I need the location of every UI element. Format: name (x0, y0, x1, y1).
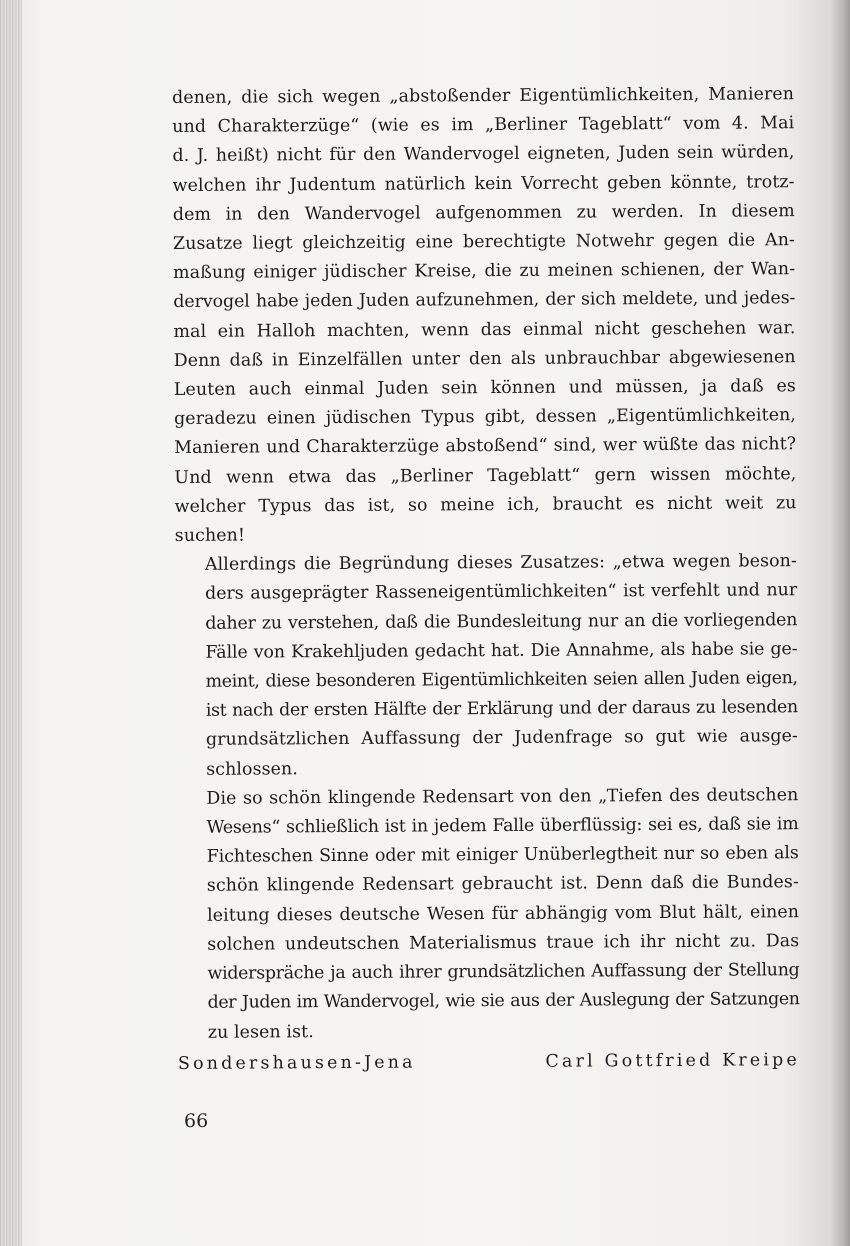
signature-line (178, 1046, 800, 1079)
text-line: meint, diese besonderen Eigentümlichkeiten seien allen Juden eigen, (205, 668, 798, 692)
text-line: widerspräche ja auch ihrer grundsätzlichen Auffassung der Stellung (207, 960, 800, 984)
text-line: Fichteschen Sinne oder mit einiger Unüberlegtheit nur so eben als (206, 843, 799, 868)
page-shadow-edge (830, 0, 850, 1246)
text-line: Die so schön klingende Redensart von den „Tiefen des deutschen (206, 785, 799, 809)
paragraph-3 (176, 781, 800, 1048)
text-line: mal ein Halloh machten, wenn das einmal nicht geschehen war. (173, 317, 796, 342)
text-line: grundsätzlichen Auffassung der Judenfrage so gut wie ausge- (205, 726, 799, 751)
text-line: Allerdings die Begründung dieses Zusatzes: „etwa wegen beson- (204, 551, 797, 576)
text-line: Fälle von Krakehljuden gedacht hat. Die Annahme, als habe sie ge- (205, 639, 798, 663)
text-line: welchen ihr Judentum natürlich kein Vorrecht geben könnte, trotz- (172, 171, 795, 196)
text-line: Und wenn etwa das „Berliner Tageblatt“ gern wissen möchte, (174, 463, 797, 488)
text-line: leitung dieses deutsche Wesen für abhängig vom Blut hält, einen (207, 901, 800, 926)
text-line: maßung einiger jüdischer Kreise, die zu meinen schienen, der Wan- (173, 259, 796, 284)
text-line: schlossen. (206, 758, 299, 780)
text-line: zu lesen ist. (207, 1021, 314, 1043)
text-line: Zusatze liegt gleichzeitig eine berechtigte Notwehr gegen die An- (172, 230, 796, 255)
text-line: Manieren und Charakterzüge abstoßend“ sind, wer wüßte das nicht? (174, 434, 797, 459)
page-stack-edge (0, 0, 22, 1246)
text-line: dervogel habe jeden Juden aufzunehmen, der sich meldete, und jedes- (173, 288, 796, 313)
text-line: Leuten auch einmal Juden sein können und müssen, ja daß es (173, 376, 796, 401)
signature-place: Sondershausen-Jena (177, 1052, 416, 1074)
text-line: ist nach der ersten Hälfte der Erklärung und der daraus zu lesenden (205, 697, 798, 722)
text-line: denen, die sich wegen „abstoßender Eigentümlichkeiten, Manieren (172, 84, 795, 108)
text-line: d. J. heißt) nicht für den Wandervogel eigneten, Juden sein würden, (172, 142, 795, 167)
text-line: schön klingende Redensart gebraucht ist. Denn daß die Bundes- (206, 872, 799, 897)
text-line: der Juden im Wandervogel, wie sie aus der Auslegung der Satzungen (207, 989, 800, 1014)
text-line: und Charakterzüge“ (wie es im „Berliner Tageblatt“ vom 4. Mai (172, 113, 795, 138)
text-line: welcher Typus das ist, so meine ich, braucht es nicht weit zu (174, 493, 797, 517)
text-line: daher zu verstehen, daß die Bundesleitung nur an die vorliegenden (205, 609, 798, 634)
signature-author: Carl Gottfried Kreipe (545, 1049, 801, 1072)
paragraph-2 (175, 547, 798, 784)
text-line: Wesens“ schließlich ist in jedem Falle überflüssig: sei es, daß sie im (206, 814, 799, 838)
text-line: suchen! (174, 525, 246, 547)
paragraph-1 (172, 80, 797, 551)
text-line: ders ausgeprägter Rasseneigentümlichkeiten“ ist verfehlt und nur (205, 580, 798, 605)
page-text-block (172, 80, 800, 1079)
text-line: Denn daß in Einzelfällen unter den als unbrauchbar abgewiesenen (173, 347, 796, 371)
text-line: solchen undeutschen Materialismus traue ich ihr nicht zu. Das (207, 931, 800, 955)
text-line: geradezu einen jüdischen Typus gibt, dessen „Eigentümlichkeiten, (173, 405, 797, 430)
text-line: dem in den Wandervogel aufgenommen zu werden. In diesem (172, 201, 795, 225)
page-number: 66 (184, 1110, 209, 1132)
